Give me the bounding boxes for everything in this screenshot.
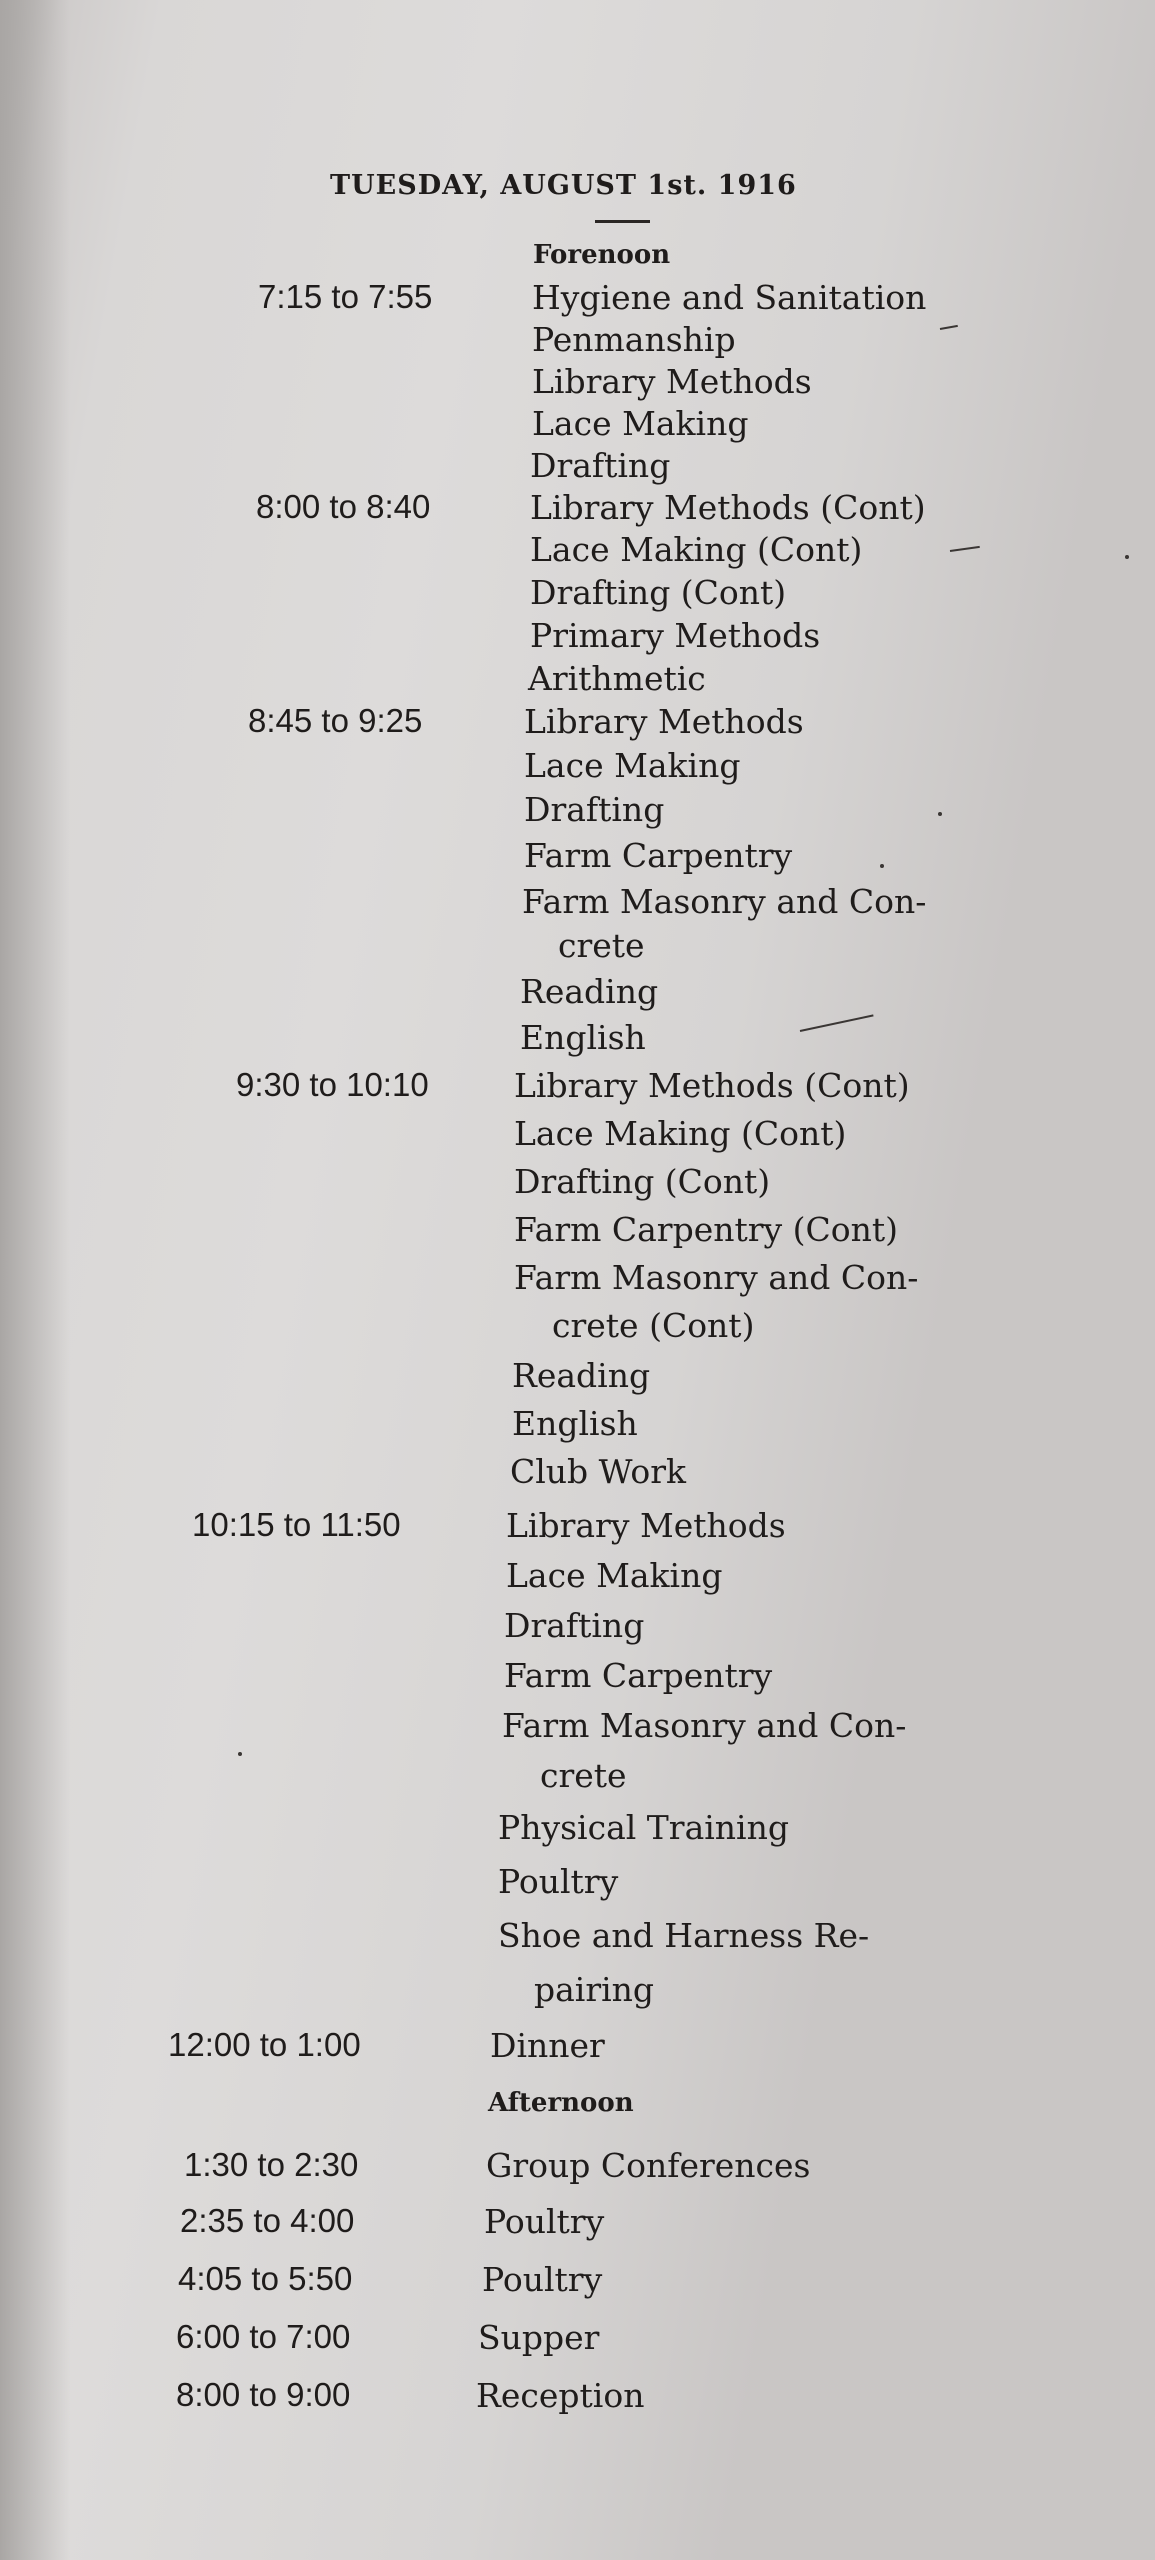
class-item: Library Methods (Cont) xyxy=(514,1066,910,1105)
pencil-tick-mark xyxy=(940,325,958,330)
class-item: crete (Cont) xyxy=(552,1306,755,1345)
class-item: Farm Carpentry (Cont) xyxy=(514,1210,899,1249)
class-item: Reading xyxy=(512,1356,651,1395)
time-slot: 7:15 to 7:55 xyxy=(258,278,433,315)
class-item: Drafting (Cont) xyxy=(514,1162,771,1201)
class-item: Poultry xyxy=(498,1862,619,1901)
pencil-tick-mark xyxy=(950,546,980,552)
time-slot: 2:35 to 4:00 xyxy=(180,2202,355,2239)
class-item: crete xyxy=(558,926,645,965)
class-item: Farm Masonry and Con- xyxy=(522,882,927,921)
class-item: Library Methods (Cont) xyxy=(530,488,926,527)
time-slot: 8:00 to 9:00 xyxy=(176,2376,351,2413)
speck xyxy=(238,1752,242,1756)
page-shadow-edge xyxy=(0,0,70,2560)
class-item: Drafting xyxy=(530,446,671,485)
afternoon-heading: Afternoon xyxy=(488,2088,634,2118)
page-title: TUESDAY, AUGUST 1st. 1916 xyxy=(330,170,797,201)
time-slot: 10:15 to 11:50 xyxy=(192,1506,401,1543)
class-item: English xyxy=(512,1404,638,1443)
class-item: Lace Making (Cont) xyxy=(530,530,863,569)
time-slot: 8:45 to 9:25 xyxy=(248,702,423,739)
class-item: Hygiene and Sanitation xyxy=(532,278,927,317)
class-item: Poultry xyxy=(484,2202,605,2241)
speck xyxy=(938,812,942,816)
class-item: Supper xyxy=(478,2318,600,2357)
class-item: Poultry xyxy=(482,2260,603,2299)
class-item: Reception xyxy=(476,2376,645,2415)
class-item: Lace Making xyxy=(506,1556,723,1595)
forenoon-heading: Forenoon xyxy=(533,240,671,270)
title-rule xyxy=(595,220,650,223)
class-item: Farm Masonry and Con- xyxy=(514,1258,919,1297)
time-slot: 9:30 to 10:10 xyxy=(236,1066,429,1103)
class-item: Lace Making xyxy=(532,404,749,443)
class-item: Drafting (Cont) xyxy=(530,573,787,612)
class-item: Library Methods xyxy=(524,702,804,741)
class-item: crete xyxy=(540,1756,627,1795)
class-item: Farm Masonry and Con- xyxy=(502,1706,907,1745)
time-slot: 1:30 to 2:30 xyxy=(184,2146,359,2183)
time-slot: 12:00 to 1:00 xyxy=(168,2026,361,2063)
class-item: Drafting xyxy=(504,1606,645,1645)
class-item: Primary Methods xyxy=(530,616,821,655)
class-item: English xyxy=(520,1018,646,1057)
class-item: Farm Carpentry xyxy=(504,1656,773,1695)
class-item: Shoe and Harness Re- xyxy=(498,1916,870,1955)
class-item: Dinner xyxy=(490,2026,605,2065)
class-item: Arithmetic xyxy=(528,659,706,698)
time-slot: 6:00 to 7:00 xyxy=(176,2318,351,2355)
class-item: Library Methods xyxy=(506,1506,786,1545)
class-item: Library Methods xyxy=(532,362,812,401)
speck xyxy=(1125,555,1129,559)
time-slot: 4:05 to 5:50 xyxy=(178,2260,353,2297)
pencil-tick-mark xyxy=(800,1014,874,1032)
class-item: Farm Carpentry xyxy=(524,836,793,875)
class-item: Group Conferences xyxy=(486,2146,811,2185)
class-item: Lace Making xyxy=(524,746,741,785)
time-slot: 8:00 to 8:40 xyxy=(256,488,431,525)
class-item: Drafting xyxy=(524,790,665,829)
class-item: Penmanship xyxy=(532,320,736,359)
speck xyxy=(880,864,884,868)
class-item: pairing xyxy=(534,1970,655,2009)
class-item: Physical Training xyxy=(498,1808,789,1847)
class-item: Reading xyxy=(520,972,659,1011)
class-item: Lace Making (Cont) xyxy=(514,1114,847,1153)
class-item: Club Work xyxy=(510,1452,686,1491)
